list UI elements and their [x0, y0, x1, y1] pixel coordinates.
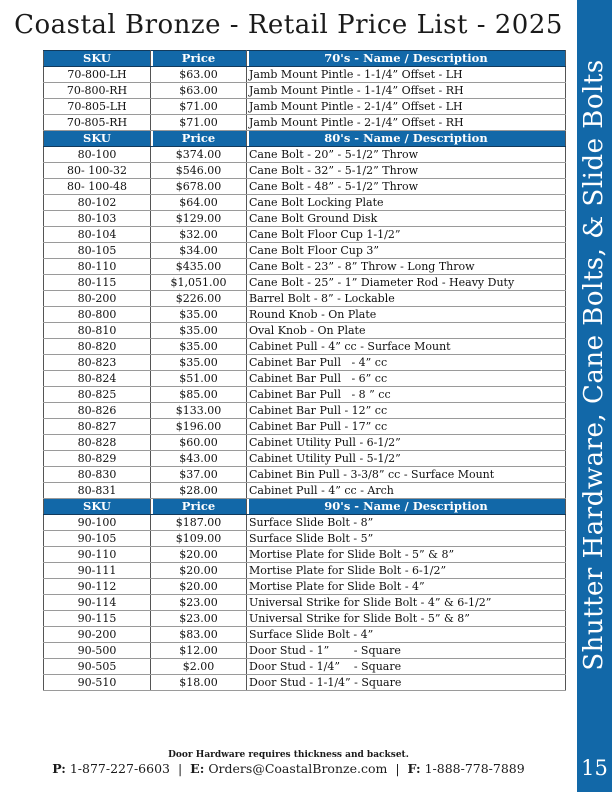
table-row	[44, 163, 566, 179]
sku-cell: 80-110	[44, 259, 151, 275]
description-cell: Cabinet Bar Pull - 8 ” cc	[247, 387, 566, 403]
price-cell: $71.00	[151, 99, 247, 115]
table-row	[44, 563, 566, 579]
table-row	[44, 547, 566, 563]
price-column-header: Price	[151, 131, 247, 147]
description-cell: Door Stud - 1/4” - Square	[247, 659, 566, 675]
table-row	[44, 419, 566, 435]
table-row	[44, 243, 566, 259]
description-cell: Cane Bolt - 20” - 5-1/2” Throw	[247, 147, 566, 163]
sku-column-header: SKU	[44, 51, 151, 67]
price-cell: $83.00	[151, 627, 247, 643]
table-row	[44, 307, 566, 323]
page-title: Coastal Bronze - Retail Price List - 2025	[14, 10, 563, 40]
table-row	[44, 291, 566, 307]
table-row	[44, 611, 566, 627]
price-cell: $23.00	[151, 611, 247, 627]
sku-cell: 70-805-RH	[44, 115, 151, 131]
table-row	[44, 227, 566, 243]
email-label: E:	[190, 761, 205, 776]
price-cell: $64.00	[151, 195, 247, 211]
section-label: 70's - Name / Description	[247, 51, 566, 67]
fax-number: 1-888-778-7889	[424, 761, 525, 776]
sku-cell: 80-200	[44, 291, 151, 307]
description-cell: Cane Bolt - 25” - 1” Diameter Rod - Heavy Duty	[247, 275, 566, 291]
sku-cell: 90-510	[44, 675, 151, 691]
description-cell: Surface Slide Bolt - 8”	[247, 515, 566, 531]
footer-contact	[0, 761, 577, 776]
section-header-row	[44, 131, 566, 147]
description-cell: Surface Slide Bolt - 5”	[247, 531, 566, 547]
sku-cell: 80-100	[44, 147, 151, 163]
description-cell: Cane Bolt Floor Cup 3”	[247, 243, 566, 259]
price-table	[43, 50, 566, 691]
table-row	[44, 83, 566, 99]
price-cell: $71.00	[151, 115, 247, 131]
price-cell: $51.00	[151, 371, 247, 387]
sku-cell: 80-820	[44, 339, 151, 355]
table-row	[44, 115, 566, 131]
sku-cell: 80-810	[44, 323, 151, 339]
section-label: 90's - Name / Description	[247, 499, 566, 515]
sku-cell: 80- 100-32	[44, 163, 151, 179]
price-cell: $18.00	[151, 675, 247, 691]
price-cell: $678.00	[151, 179, 247, 195]
table-row	[44, 435, 566, 451]
description-cell: Mortise Plate for Slide Bolt - 6-1/2”	[247, 563, 566, 579]
section-label: 80's - Name / Description	[247, 131, 566, 147]
email-address: Orders@CoastalBronze.com	[208, 761, 388, 776]
price-cell: $37.00	[151, 467, 247, 483]
phone-number: 1-877-227-6603	[69, 761, 170, 776]
table-row	[44, 627, 566, 643]
price-cell: $63.00	[151, 83, 247, 99]
table-row	[44, 531, 566, 547]
description-cell: Cabinet Bar Pull - 17” cc	[247, 419, 566, 435]
fax-label: F:	[407, 761, 421, 776]
price-cell: $43.00	[151, 451, 247, 467]
price-cell: $85.00	[151, 387, 247, 403]
price-cell: $23.00	[151, 595, 247, 611]
price-cell: $35.00	[151, 307, 247, 323]
price-cell: $12.00	[151, 643, 247, 659]
description-cell: Cabinet Utility Pull - 6-1/2”	[247, 435, 566, 451]
price-cell: $435.00	[151, 259, 247, 275]
sku-cell: 80-105	[44, 243, 151, 259]
table-row	[44, 211, 566, 227]
table-row	[44, 579, 566, 595]
description-cell: Universal Strike for Slide Bolt - 4” & 6-1/2”	[247, 595, 566, 611]
price-cell: $34.00	[151, 243, 247, 259]
sku-cell: 90-100	[44, 515, 151, 531]
sku-cell: 90-110	[44, 547, 151, 563]
description-cell: Cabinet Utility Pull - 5-1/2”	[247, 451, 566, 467]
price-cell: $20.00	[151, 563, 247, 579]
sku-cell: 80- 100-48	[44, 179, 151, 195]
description-cell: Mortise Plate for Slide Bolt - 5” & 8”	[247, 547, 566, 563]
page-number: 15	[581, 756, 608, 780]
price-cell: $35.00	[151, 355, 247, 371]
price-cell: $546.00	[151, 163, 247, 179]
table-row	[44, 371, 566, 387]
price-cell: $60.00	[151, 435, 247, 451]
sku-cell: 90-500	[44, 643, 151, 659]
description-cell: Oval Knob - On Plate	[247, 323, 566, 339]
table-row	[44, 675, 566, 691]
price-cell: $63.00	[151, 67, 247, 83]
footer-separator: |	[395, 761, 400, 776]
table-row	[44, 259, 566, 275]
table-row	[44, 99, 566, 115]
price-cell: $20.00	[151, 579, 247, 595]
sku-cell: 70-800-RH	[44, 83, 151, 99]
sku-cell: 90-105	[44, 531, 151, 547]
description-cell: Cabinet Pull - 4” cc - Surface Mount	[247, 339, 566, 355]
sku-cell: 80-825	[44, 387, 151, 403]
price-cell: $35.00	[151, 339, 247, 355]
sku-cell: 80-828	[44, 435, 151, 451]
sku-cell: 90-112	[44, 579, 151, 595]
description-cell: Surface Slide Bolt - 4”	[247, 627, 566, 643]
description-cell: Cabinet Bar Pull - 12” cc	[247, 403, 566, 419]
description-cell: Cabinet Bin Pull - 3-3/8” cc - Surface Mount	[247, 467, 566, 483]
sku-cell: 90-114	[44, 595, 151, 611]
sku-cell: 80-103	[44, 211, 151, 227]
phone-label: P:	[52, 761, 66, 776]
description-cell: Cane Bolt Locking Plate	[247, 195, 566, 211]
table-row	[44, 451, 566, 467]
table-row	[44, 483, 566, 499]
table-row	[44, 595, 566, 611]
section-header-row	[44, 499, 566, 515]
sku-cell: 90-115	[44, 611, 151, 627]
table-row	[44, 659, 566, 675]
sku-cell: 80-829	[44, 451, 151, 467]
price-cell: $196.00	[151, 419, 247, 435]
category-sidebar	[577, 0, 612, 792]
sku-cell: 80-827	[44, 419, 151, 435]
description-cell: Universal Strike for Slide Bolt - 5” & 8”	[247, 611, 566, 627]
description-cell: Cane Bolt - 32” - 5-1/2” Throw	[247, 163, 566, 179]
sku-cell: 80-830	[44, 467, 151, 483]
table-row	[44, 275, 566, 291]
sku-cell: 80-104	[44, 227, 151, 243]
price-cell: $187.00	[151, 515, 247, 531]
description-cell: Jamb Mount Pintle - 2-1/4” Offset - RH	[247, 115, 566, 131]
price-cell: $2.00	[151, 659, 247, 675]
price-cell: $35.00	[151, 323, 247, 339]
table-row	[44, 403, 566, 419]
price-cell: $226.00	[151, 291, 247, 307]
table-row	[44, 179, 566, 195]
table-row	[44, 67, 566, 83]
table-row	[44, 323, 566, 339]
table-row	[44, 467, 566, 483]
price-cell: $109.00	[151, 531, 247, 547]
description-cell: Cane Bolt - 23” - 8” Throw - Long Throw	[247, 259, 566, 275]
table-row	[44, 355, 566, 371]
section-header-row	[44, 51, 566, 67]
description-cell: Cane Bolt Ground Disk	[247, 211, 566, 227]
table-row	[44, 515, 566, 531]
description-cell: Jamb Mount Pintle - 1-1/4” Offset - RH	[247, 83, 566, 99]
price-column-header: Price	[151, 499, 247, 515]
description-cell: Cabinet Bar Pull - 6” cc	[247, 371, 566, 387]
table-row	[44, 339, 566, 355]
price-cell: $20.00	[151, 547, 247, 563]
sku-column-header: SKU	[44, 131, 151, 147]
sku-cell: 80-823	[44, 355, 151, 371]
description-cell: Cane Bolt Floor Cup 1-1/2”	[247, 227, 566, 243]
description-cell: Barrel Bolt - 8” - Lockable	[247, 291, 566, 307]
table-row	[44, 147, 566, 163]
sku-column-header: SKU	[44, 499, 151, 515]
description-cell: Mortise Plate for Slide Bolt - 4”	[247, 579, 566, 595]
sku-cell: 90-505	[44, 659, 151, 675]
price-cell: $32.00	[151, 227, 247, 243]
table-row	[44, 195, 566, 211]
price-cell: $28.00	[151, 483, 247, 499]
table-row	[44, 643, 566, 659]
price-cell: $1,051.00	[151, 275, 247, 291]
sku-cell: 80-102	[44, 195, 151, 211]
sku-cell: 70-800-LH	[44, 67, 151, 83]
sku-cell: 80-115	[44, 275, 151, 291]
sku-cell: 90-200	[44, 627, 151, 643]
price-column-header: Price	[151, 51, 247, 67]
footer-note: Door Hardware requires thickness and backset.	[168, 750, 409, 760]
sku-cell: 90-111	[44, 563, 151, 579]
sku-cell: 80-831	[44, 483, 151, 499]
table-row	[44, 387, 566, 403]
sku-cell: 70-805-LH	[44, 99, 151, 115]
price-cell: $129.00	[151, 211, 247, 227]
price-cell: $133.00	[151, 403, 247, 419]
sku-cell: 80-824	[44, 371, 151, 387]
description-cell: Cane Bolt - 48” - 5-1/2” Throw	[247, 179, 566, 195]
sku-cell: 80-800	[44, 307, 151, 323]
description-cell: Door Stud - 1-1/4” - Square	[247, 675, 566, 691]
price-cell: $374.00	[151, 147, 247, 163]
description-cell: Round Knob - On Plate	[247, 307, 566, 323]
description-cell: Cabinet Pull - 4” cc - Arch	[247, 483, 566, 499]
sidebar-category-title: Shutter Hardware, Cane Bolts, & Slide Bolts	[579, 59, 609, 671]
description-cell: Door Stud - 1” - Square	[247, 643, 566, 659]
footer-separator: |	[177, 761, 183, 776]
description-cell: Jamb Mount Pintle - 2-1/4” Offset - LH	[247, 99, 566, 115]
sku-cell: 80-826	[44, 403, 151, 419]
description-cell: Jamb Mount Pintle - 1-1/4” Offset - LH	[247, 67, 566, 83]
description-cell: Cabinet Bar Pull - 4” cc	[247, 355, 566, 371]
